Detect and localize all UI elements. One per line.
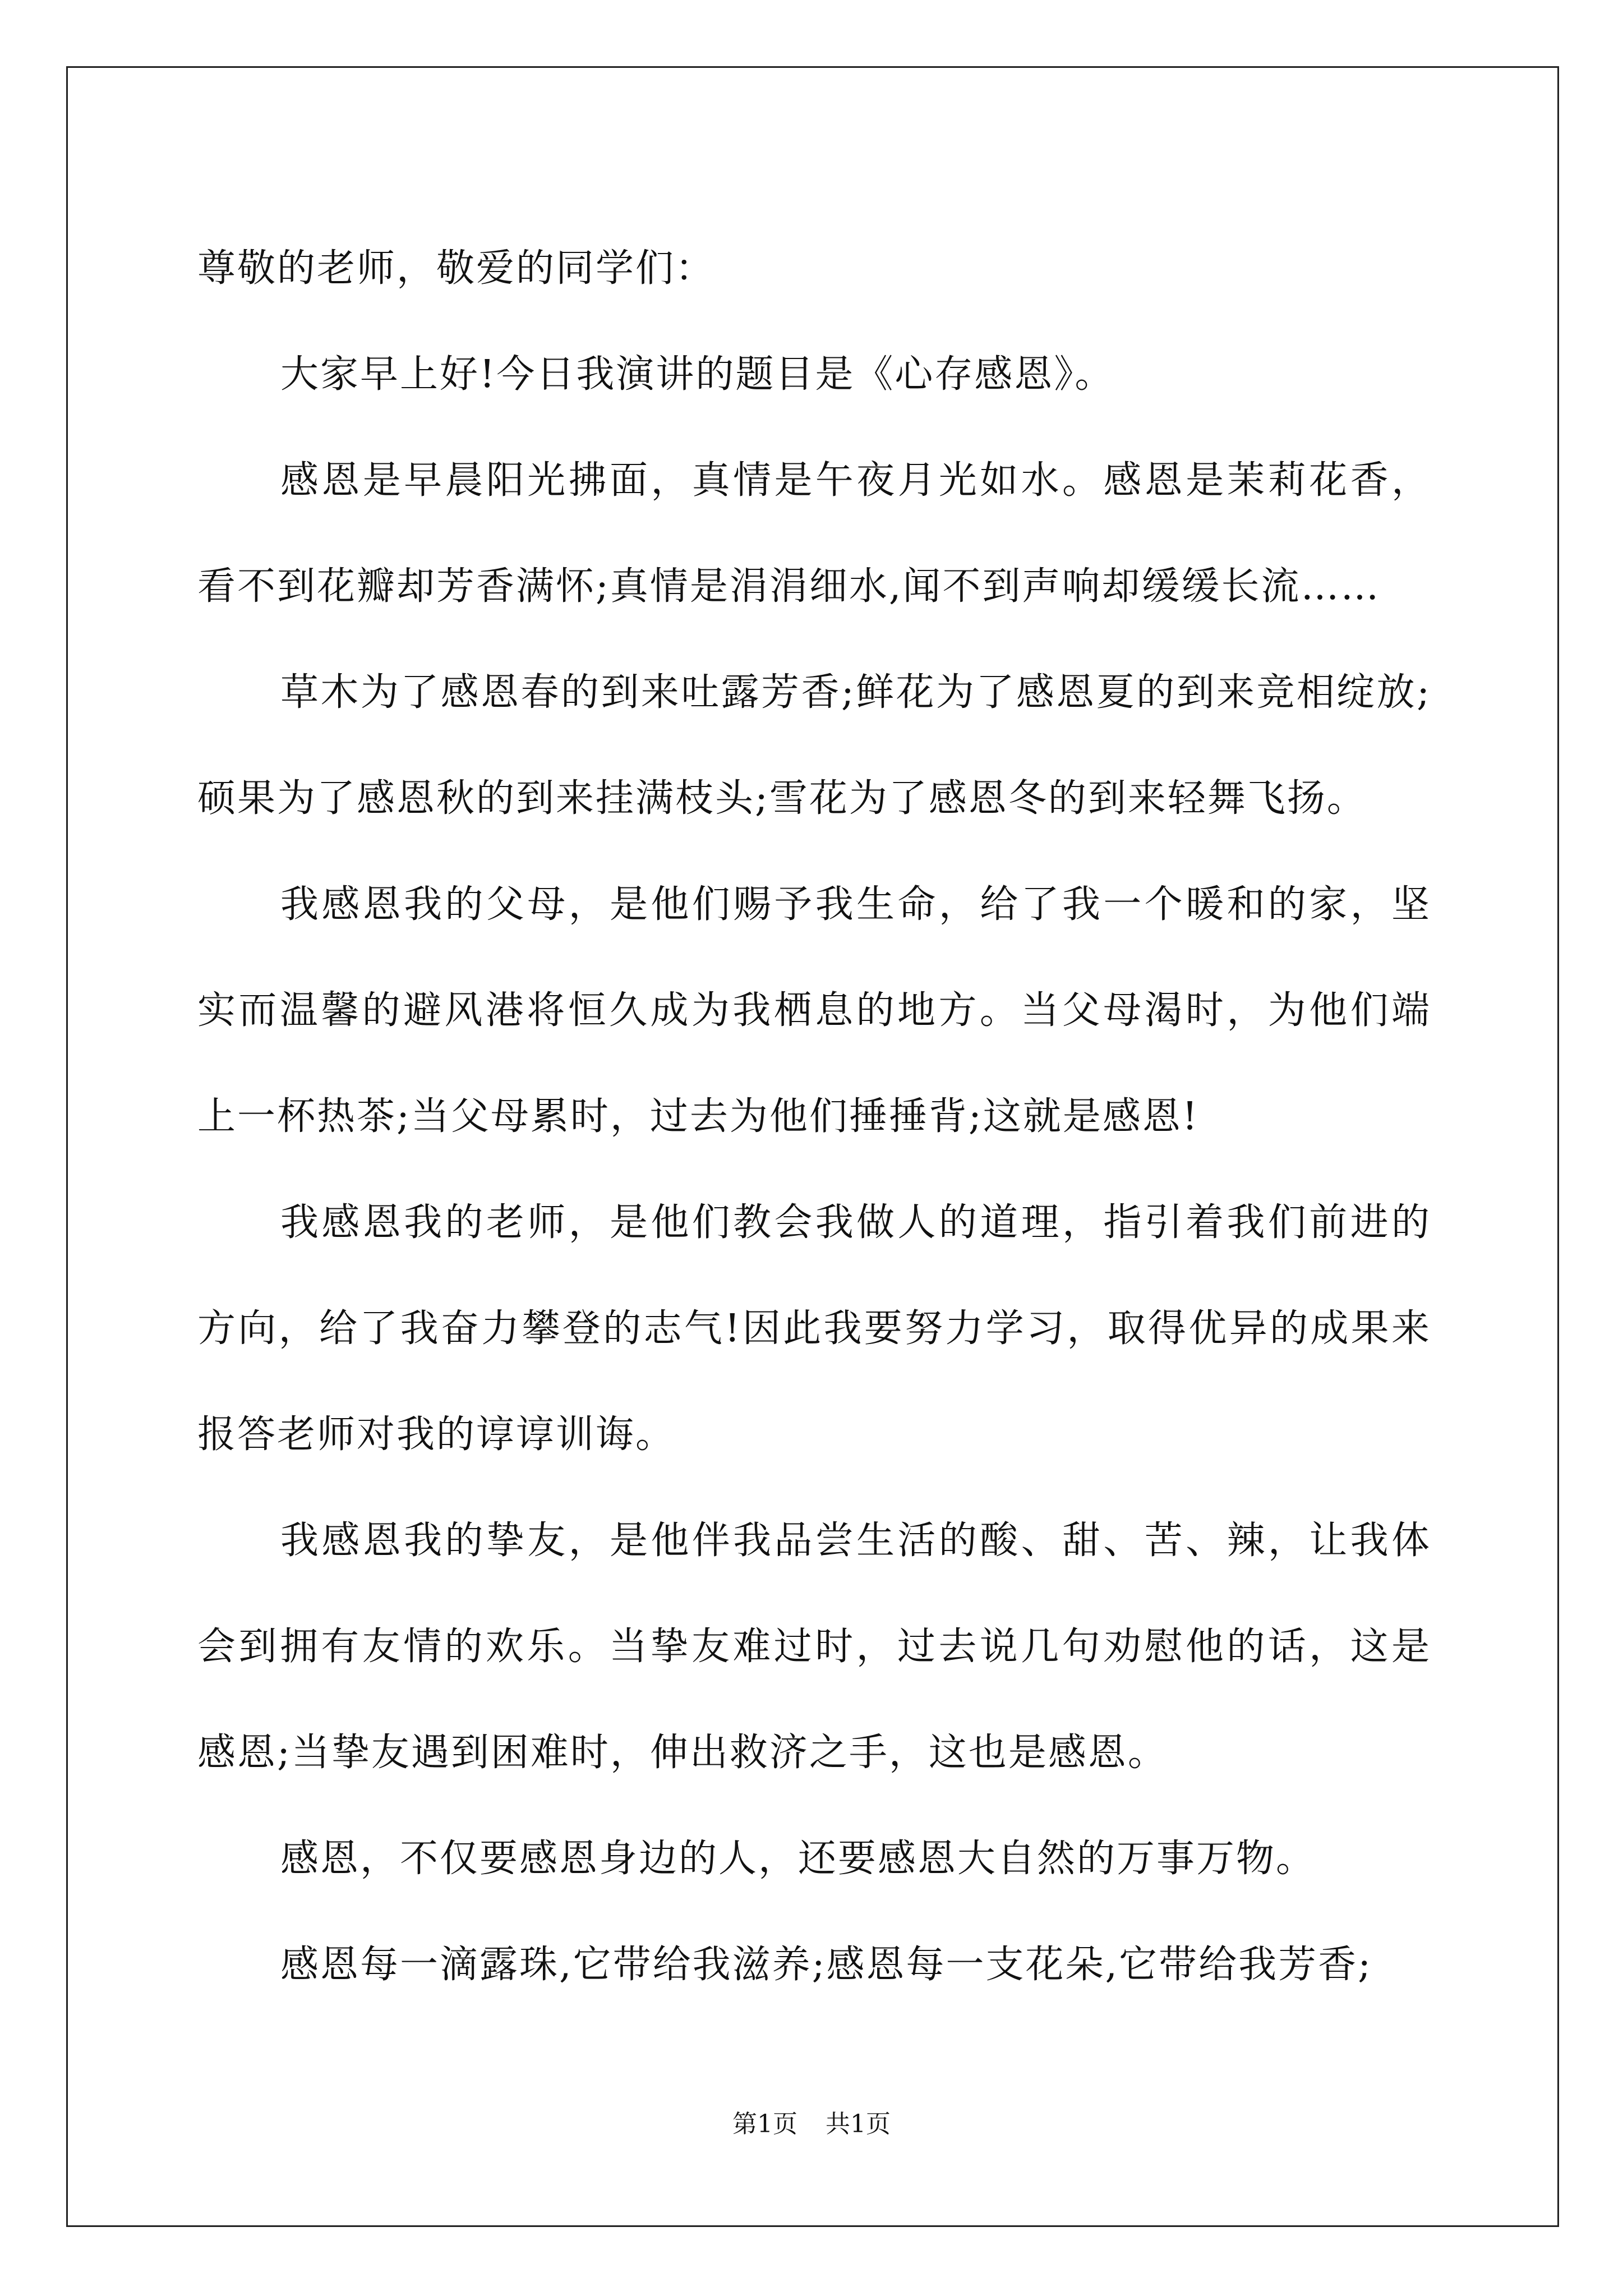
paragraph: 感恩每一滴露珠,它带给我滋养;感恩每一支花朵,它带给我芳香;	[280, 1943, 1373, 1987]
page-footer	[0, 2104, 1623, 2139]
salutation: 尊敬的老师，敬爱的同学们：	[197, 246, 716, 291]
paragraph: 我感恩我的老师，是他们教会我做人的道理，指引着我们前进的方向，给了我奋力攀登的志气!因此我要努力学习，取得优异的成果来报答老师对我的谆谆训诲。	[197, 1200, 1431, 1457]
paragraph: 大家早上好!今日我演讲的题目是《心存感恩》。	[280, 352, 1115, 397]
document-body	[197, 215, 1431, 2018]
paragraph: 我感恩我的挚友，是他伴我品尝生活的酸、甜、苦、辣，让我体会到拥有友情的欢乐。当挚友难过时，过去说几句劝慰他的话，这是感恩;当挚友遇到困难时，伸出救济之手，这也是感恩。	[197, 1519, 1431, 1775]
paragraph: 我感恩我的父母，是他们赐予我生命，给了我一个暖和的家，坚实而温馨的避风港将恒久成为我栖息的地方。当父母渴时，为他们端上一杯热茶;当父母累时，过去为他们捶捶背;这就是感恩!	[197, 882, 1431, 1139]
page-total: 共1页	[826, 2110, 891, 2138]
paragraph: 感恩是早晨阳光拂面，真情是午夜月光如水。感恩是茉莉花香，看不到花瓣却芳香满怀;真情是涓涓细水,闻不到声响却缓缓长流……	[197, 458, 1431, 609]
paragraph: 感恩，不仅要感恩身边的人，还要感恩大自然的万事万物。	[280, 1837, 1316, 1881]
paragraph: 草木为了感恩春的到来吐露芳香;鲜花为了感恩夏的到来竞相绽放;硕果为了感恩秋的到来挂满枝头;雪花为了感恩冬的到来轻舞飞扬。	[197, 670, 1431, 821]
page-number: 第1页	[732, 2110, 797, 2138]
